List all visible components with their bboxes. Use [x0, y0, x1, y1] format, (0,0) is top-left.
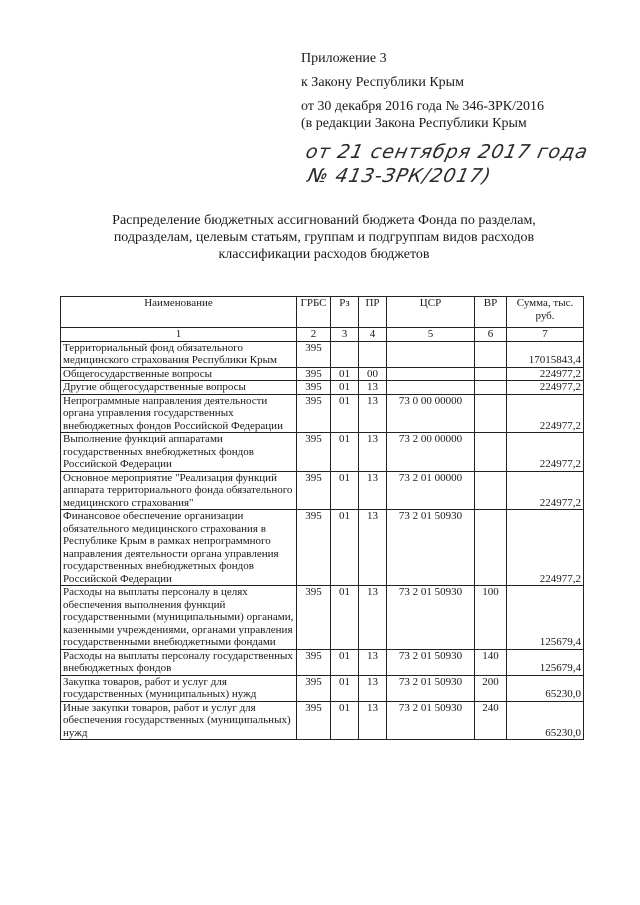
header-rz: Рз — [331, 297, 359, 328]
row-vr — [475, 510, 507, 586]
row-pr: 13 — [359, 381, 387, 395]
title-line-3: классификации расходов бюджетов — [218, 247, 430, 262]
row-name: Территориальный фонд обязательного медицинского страхования Республики Крым — [61, 341, 297, 367]
title-line-2: подразделам, целевым статьям, группам и подгруппам видов расходов — [113, 230, 535, 245]
row-grbs: 395 — [297, 394, 331, 433]
row-name: Финансовое обеспечение организации обязательного медицинского страхования в Республике Крым в рамках непрограммного направления деятельности органа управления государственных внебюджетных фондов Российской Федерации — [61, 510, 297, 586]
law-reference: к Закону Республики Крым — [301, 75, 464, 90]
row-vr — [475, 433, 507, 472]
header-pr: ПР — [359, 297, 387, 328]
row-csr — [387, 381, 475, 395]
table-row — [61, 367, 584, 381]
row-grbs: 395 — [297, 471, 331, 510]
table-row — [61, 381, 584, 395]
title-line-1: Распределение бюджетных ассигнований бюджета Фонда по разделам, — [112, 213, 536, 228]
document-title — [60, 212, 588, 263]
table-row — [61, 394, 584, 433]
row-csr: 73 2 01 50930 — [387, 701, 475, 740]
row-grbs: 395 — [297, 586, 331, 650]
row-grbs: 395 — [297, 701, 331, 740]
row-sum: 224977,2 — [507, 394, 584, 433]
row-csr: 73 2 01 50930 — [387, 510, 475, 586]
column-number: 1 — [61, 328, 297, 342]
row-sum: 17015843,4 — [507, 341, 584, 367]
handwritten-amendment-number: № 413-ЗРК/2017) — [305, 165, 494, 187]
row-name: Другие общегосударственные вопросы — [61, 381, 297, 395]
row-pr: 13 — [359, 586, 387, 650]
row-rz: 01 — [331, 586, 359, 650]
column-number: 7 — [507, 328, 584, 342]
row-rz: 01 — [331, 471, 359, 510]
row-pr: 13 — [359, 394, 387, 433]
row-grbs: 395 — [297, 510, 331, 586]
row-rz — [331, 341, 359, 367]
row-vr — [475, 381, 507, 395]
row-sum: 125679,4 — [507, 586, 584, 650]
row-pr: 00 — [359, 367, 387, 381]
row-grbs: 395 — [297, 341, 331, 367]
row-name: Непрограммные направления деятельности органа управления государственных внебюджетных фондов Российской Федерации — [61, 394, 297, 433]
row-grbs: 395 — [297, 381, 331, 395]
row-sum: 224977,2 — [507, 471, 584, 510]
row-vr: 200 — [475, 675, 507, 701]
row-vr: 240 — [475, 701, 507, 740]
row-sum: 65230,0 — [507, 701, 584, 740]
edition-note: (в редакции Закона Республики Крым — [301, 116, 527, 131]
row-csr: 73 2 01 00000 — [387, 471, 475, 510]
table-row — [61, 341, 584, 367]
row-csr: 73 2 01 50930 — [387, 586, 475, 650]
header-csr: ЦСР — [387, 297, 475, 328]
column-number: 6 — [475, 328, 507, 342]
row-grbs: 395 — [297, 675, 331, 701]
row-vr: 140 — [475, 649, 507, 675]
row-rz: 01 — [331, 381, 359, 395]
table-row — [61, 433, 584, 472]
row-vr — [475, 341, 507, 367]
law-date-number: от 30 декабря 2016 года № 346-ЗРК/2016 — [301, 99, 545, 114]
row-sum: 224977,2 — [507, 510, 584, 586]
row-vr — [475, 367, 507, 381]
row-vr — [475, 471, 507, 510]
row-sum: 224977,2 — [507, 433, 584, 472]
row-name: Иные закупки товаров, работ и услуг для обеспечения государственных (муниципальных) нужд — [61, 701, 297, 740]
row-rz: 01 — [331, 433, 359, 472]
row-csr: 73 2 00 00000 — [387, 433, 475, 472]
row-pr: 13 — [359, 433, 387, 472]
row-rz: 01 — [331, 649, 359, 675]
row-csr: 73 2 01 50930 — [387, 649, 475, 675]
table-row — [61, 675, 584, 701]
row-grbs: 395 — [297, 649, 331, 675]
column-number: 3 — [331, 328, 359, 342]
column-number: 5 — [387, 328, 475, 342]
row-pr: 13 — [359, 675, 387, 701]
appendix-header — [301, 50, 621, 132]
row-name: Общегосударственные вопросы — [61, 367, 297, 381]
row-sum: 224977,2 — [507, 367, 584, 381]
handwritten-amendment-date: от 21 сентября 2017 года — [303, 141, 591, 163]
column-number: 2 — [297, 328, 331, 342]
table-row — [61, 701, 584, 740]
table-row — [61, 586, 584, 650]
row-vr: 100 — [475, 586, 507, 650]
header-grbs: ГРБС — [297, 297, 331, 328]
header-name: Наименование — [61, 297, 297, 328]
table-row — [61, 471, 584, 510]
table-row — [61, 649, 584, 675]
row-pr: 13 — [359, 471, 387, 510]
row-csr — [387, 341, 475, 367]
header-vr: ВР — [475, 297, 507, 328]
row-rz: 01 — [331, 701, 359, 740]
row-pr: 13 — [359, 649, 387, 675]
budget-allocation-table — [60, 296, 584, 740]
row-rz: 01 — [331, 367, 359, 381]
header-sum: Сумма, тыс. руб. — [507, 297, 584, 328]
row-grbs: 395 — [297, 433, 331, 472]
row-csr — [387, 367, 475, 381]
row-name: Расходы на выплаты персоналу в целях обеспечения выполнения функций государственными (муниципальными) органами, казенными учреждениями, органами управления государственными внебюджетными фондами — [61, 586, 297, 650]
row-vr — [475, 394, 507, 433]
column-number: 4 — [359, 328, 387, 342]
row-pr: 13 — [359, 701, 387, 740]
row-csr: 73 0 00 00000 — [387, 394, 475, 433]
table-row — [61, 510, 584, 586]
row-grbs: 395 — [297, 367, 331, 381]
row-sum: 125679,4 — [507, 649, 584, 675]
row-pr — [359, 341, 387, 367]
row-name: Расходы на выплаты персоналу государственных внебюджетных фондов — [61, 649, 297, 675]
row-pr: 13 — [359, 510, 387, 586]
row-rz: 01 — [331, 510, 359, 586]
row-name: Закупка товаров, работ и услуг для государственных (муниципальных) нужд — [61, 675, 297, 701]
appendix-label: Приложение 3 — [301, 51, 387, 66]
row-name: Основное мероприятие "Реализация функций аппарата территориального фонда обязательного медицинского страхования" — [61, 471, 297, 510]
row-csr: 73 2 01 50930 — [387, 675, 475, 701]
row-sum: 65230,0 — [507, 675, 584, 701]
row-name: Выполнение функций аппаратами государственных внебюджетных фондов Российской Федерации — [61, 433, 297, 472]
row-sum: 224977,2 — [507, 381, 584, 395]
row-rz: 01 — [331, 394, 359, 433]
row-rz: 01 — [331, 675, 359, 701]
